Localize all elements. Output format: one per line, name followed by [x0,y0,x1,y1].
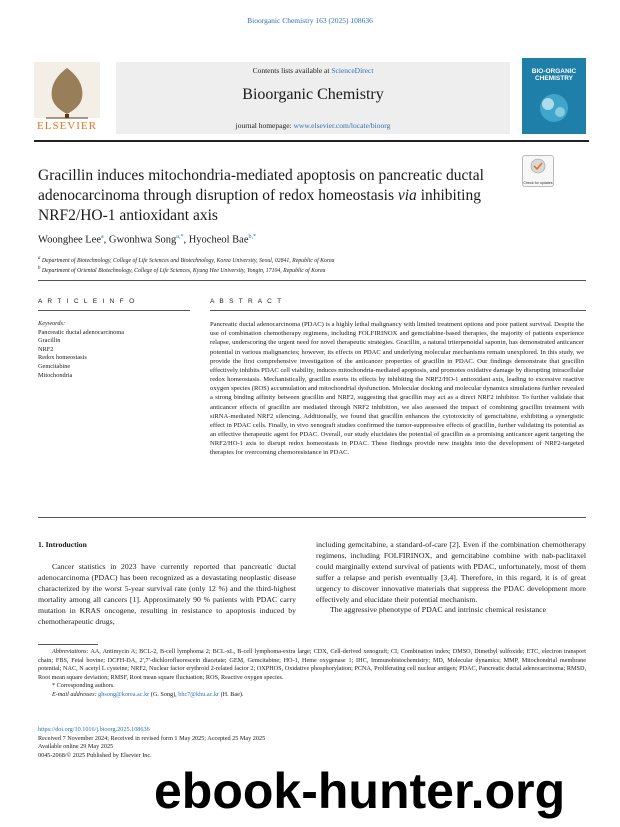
intro-column-left [38,562,296,627]
email-note: E-mail addresses: ghsong@korea.ac.kr (G. Song), bhc7@khu.ac.kr (H. Bae). [52,690,244,698]
header-rule [34,140,589,142]
homepage-link[interactable]: www.elsevier.com/locate/bioorg [293,121,391,130]
abstract-heading: A B S T R A C T [210,298,283,305]
affiliation-item: $^a$ Department of Biotechnology, College of Life Sciences and Biotechnology, Korea University, Seoul, 02841, Republic of Korea [38,256,335,264]
keywords-label: Keywords: [38,320,66,327]
email-link[interactable]: ghsong@korea.ac.kr [98,690,150,698]
divider [210,310,586,311]
divider [38,517,586,518]
paragraph: including gemcitabine, a standard-of-care [2]. Even if the combination chemotherapy regimens, including FOLFIRINOX, and gemcitabine combine with nab-paclitaxel could marginally extend survival of patients with PDAC, unfortunately, most of them suffer a relapse and perish eventually [3,4]. Therefore, in this regard, it is of great urgency to discover innovative materials that suppress the PDAC development more effectively and elucidate their potential mechanism. [316,540,586,604]
check-for-updates-badge[interactable]: Check for updates [522,155,554,187]
affiliations [38,255,578,275]
contents-line: Contents lists available at ScienceDirect [252,66,374,75]
intro-column-right [316,540,586,616]
keyword: Gemcitabine [38,362,71,370]
abstract-text: Pancreatic ductal adenocarcinoma (PDAC) is a highly lethal malignancy with limited treatment options and poor patient survival. Despite the use of combination chemotherapy regimens, including FOLFIRINOX and gemcitabine-based therapies, the majority of patients experience relapse, underscoring the urgent need for novel therapeutic strategies. Gracillin, a natural triterpenoidal saponin, has demonstrated anticancer potential in various malignancies; however, its effects on PDAC and underlying molecular mechanisms remain unexplored. In this study, we provide the first comprehensive investigation of the anticancer properties of gracillin in PDAC. Our findings demonstrate that gracillin effectively inhibits PDAC cell viability, induces mitochondria-mediated apoptosis, and promotes oxidative damage by disrupting intracellular redox homeostasis. Mechanistically, gracillin exerts its effects by inhibiting the NRF2/HO-1 antioxidant axis, leading to excessive reactive oxygen species (ROS) accumulation and mitochondrial dysfunction. Molecular docking and molecular dynamics simulations further revealed a strong binding affinity between gracillin and NRF2, suggesting that gracillin may act as a direct NRF2 inhibitor. To further validate that anticancer effects of gracillin are mediated through NRF2 inhibition, we also assessed the impact of combining gracillin treatment with siRNA-mediated NRF2 silencing. Additionally, we found that gracillin enhances the cytotoxicity of gemcitabine, exhibiting a synergistic effect in PDAC cells. Finally, in vivo xenograft studies confirmed the tumor-suppressive effects of gracillin, further validating its potential as an effective therapeutic agent for PDAC. Overall, our study elucidates the potential of gracillin as a promising anticancer agent targeting the NRF2/HO-1 axis to disrupt redox homeostasis in PDAC. These findings provide new insights into the development of NRF2-targeted therapies for overcoming chemoresistance in PDAC. [210,321,584,457]
watermark-text: ebook-hunter.org [154,763,566,819]
corresponding-note: * Corresponding authors. [52,682,115,690]
publication-info [38,726,265,760]
doi-link[interactable]: https://doi.org/10.1016/j.bioorg.2025.108636 [38,726,150,733]
elsevier-logo [34,62,100,134]
paragraph: The aggressive phenotype of PDAC and intrinsic chemical resistance [330,605,547,615]
author-name[interactable]: Gwonhwa Song [108,234,177,246]
keywords-block [38,320,190,380]
paragraph: Cancer statistics in 2023 have currently reported that pancreatic ductal adenocarcinoma (PDAC) has been recognized as a devastating neoplastic disease characterized by the worst 5-year survival rate (only 12 %) and the third-highest mortality among all cancers [1]. Approximately 90 % patients with PDAC carry mutation in KRAS oncogene, resulting in resistance to apoptosis induced by chemotherapeutic drugs, [38,562,296,626]
online-date: Available online 29 May 2025 [38,743,114,751]
cover-title: BIO-ORGANIC CHEMISTRY [531,68,577,82]
author-name[interactable]: Hyocheol Bae [188,234,249,246]
received-dates: Received 7 November 2024; Received in revised form 1 May 2025; Accepted 25 May 2025 [38,734,266,742]
keyword: Gracillin [38,337,61,345]
affiliation-item: $^b$ Department of Oriental Biotechnology, College of Life Sciences, Kyung Hee University, Yongin, 17104, Republic of Korea [38,265,326,274]
keyword: Mitochondria [38,371,73,379]
sciencedirect-link[interactable]: ScienceDirect [331,66,374,75]
abbreviations-footnote: Abbreviations: AA, Antimycin A; BCL-2, B-cell lymphoma 2; BCL-xL, B-cell lymphoma-extra large; CDX, Cell-derived xenograft; CI, Combination index; DMSO, Dimethyl sulfoxide; ETC, electron transport chain; FBS, Fetal bovine; DCFH-DA, 2′,7′-dichlorofluorescein diacetate; GEM, Gemcitabine; HO-1, Heme oxygenase 1; IHC, Immunohistochemistry; MD, Molecular dynamics; MMP, Mitochondrial membrane potential; NAC, N acetyl L cysteine; NRF2, Nuclear factor erythroid 2-related factor 2; OXPHOS, Oxidative phosphorylation; PCNA, Proliferating cell nuclear antigen; PDAC, Pancreatic ductal adenocarcinoma; RMSD, Root mean square deviation; RMSF, Root mean square fluctuation; ROS, Reactive oxygen species. [38,648,586,681]
journal-name: Bioorganic Chemistry [242,86,384,103]
copyright: 0045-2068/© 2025 Published by Elsevier Inc. [38,751,152,759]
email-link[interactable]: bhc7@khu.ac.kr [178,690,220,698]
author-name[interactable]: Woonghee Lee [38,234,101,246]
author-list: Woonghee Lee$^a$, Gwonhwa Song$^{a,*}$, Hyocheol Bae$^{b,*}$ [38,234,256,246]
article-info-heading: A R T I C L E I N F O [38,298,137,305]
keyword: Redox homeostasis [38,354,87,362]
divider [38,310,190,311]
divider [38,280,586,281]
keyword: NRF2 [38,345,54,353]
footnote-rule [38,644,98,645]
check-updates-icon [523,156,553,176]
journal-reference[interactable]: Bioorganic Chemistry 163 (2025) 108636 [247,16,373,25]
keyword: Pancreatic ductal adenocarcinoma [38,328,125,336]
footnotes [38,648,586,700]
publisher-wordmark: ELSEVIER [37,120,97,132]
section-heading-introduction: 1. Introduction [38,540,87,549]
journal-cover-image[interactable] [522,58,586,134]
homepage-line: journal homepage: www.elsevier.com/locate/bioorg [235,121,391,130]
article-title: Gracillin induces mitochondria-mediated apoptosis on pancreatic ductal adenocarcinoma through disruption of redox homeostasis via inhibiting NRF2/HO-1 antioxidant axis [38,167,484,224]
